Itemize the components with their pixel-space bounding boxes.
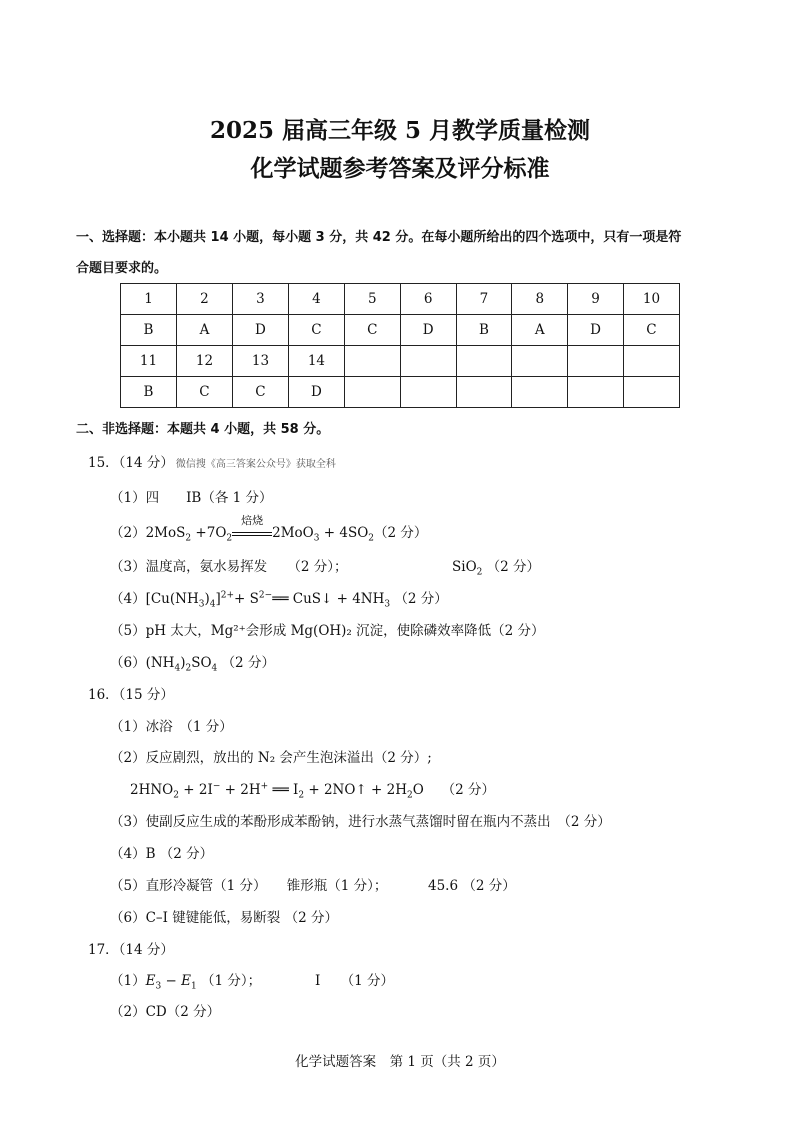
q15-answer-5: （5）pH 太大，Mg²⁺会形成 Mg(OH)₂ 沉淀，使除磷效率降低（2 分） [110,623,545,639]
section1-heading-line1: 一、选择题：本小题共 14 小题，每小题 3 分，共 42 分。在每小题所给出的四个选项中，只有一项是符 [76,230,682,245]
q15-answer-1: （1）四 IB（各 1 分） [110,490,273,506]
table-row-numbers-1 [121,284,680,315]
table-cell: B [121,315,177,346]
q16-answer-5-left: （5）直形冷凝管（1 分） 锥形瓶（1 分）； [110,878,388,894]
q17-answer-2: （2）CD（2 分） [110,1004,221,1020]
table-row-answers-1 [121,315,680,346]
table-cell: D [400,315,456,346]
q15-head: 15．（14 分） [88,455,174,471]
section1-heading-line2: 合题目要求的。 [76,261,168,276]
table-cell: 12 [176,346,232,377]
q17-answer-1-left: $(1)E_3 - E_1$ （1 分）； [110,973,262,992]
table-cell [456,377,512,408]
q16-a2-eq-score: （2 分） [441,782,495,798]
table-cell: 13 [232,346,288,377]
table-cell: C [288,315,344,346]
q17-head: 17．（14 分） [88,942,174,958]
q16-answer-4: （4）B （2 分） [110,846,214,862]
page-title: 2025 届高三年级 5 月教学质量检测 [209,117,591,144]
watermark-text: 微信搜《高三答案公众号》获取全科 [175,459,336,470]
table-cell [512,377,568,408]
table-cell: 5 [344,284,400,315]
table-cell: A [176,315,232,346]
table-cell: 9 [568,284,624,315]
q15-answer-3-right: SiO$_2$ （2 分） [452,559,541,578]
table-cell: C [623,315,679,346]
table-cell: 7 [456,284,512,315]
q16-answer-5-right: 45.6 （2 分） [428,878,516,894]
table-cell: 1 [121,284,177,315]
q16-answer-6: （6）C–I 键键能低，易断裂 （2 分） [110,910,338,926]
table-cell: 10 [623,284,679,315]
table-cell: 6 [400,284,456,315]
table-cell: 4 [288,284,344,315]
table-cell: 8 [512,284,568,315]
table-cell: A [512,315,568,346]
q15-a4-score: （2 分） [394,591,448,607]
table-cell [512,346,568,377]
table-cell: 2 [176,284,232,315]
q16-answer-1: （1）冰浴 （1 分） [110,719,233,735]
table-cell [623,377,679,408]
reaction-condition-arrow [232,514,272,541]
table-cell [400,377,456,408]
q15-a6-score: （2 分） [221,655,275,671]
page-footer: 化学试题答案 第 1 页（共 2 页） [295,1054,505,1070]
table-cell [568,346,624,377]
table-cell: 3 [232,284,288,315]
q15-answer-2: $(2)2MoS_2 +7O_2$ 焙烧 $2MoO_3 + 4SO_2(2$ 分） [110,514,428,544]
table-cell: 14 [288,346,344,377]
q15-a2-prefix: （2）2MoS [110,525,186,541]
q15-answer-3-left: （3）温度高，氨水易挥发 （2 分）； [110,559,348,575]
table-cell [623,346,679,377]
table-cell: C [232,377,288,408]
table-cell: B [121,377,177,408]
q15-a3-score: （2 分） [486,559,541,575]
answer-table [120,283,680,408]
table-cell [456,346,512,377]
page-subtitle: 化学试题参考答案及评分标准 [250,155,550,182]
table-cell: D [288,377,344,408]
q16-head: 16．（15 分） [88,687,174,703]
table-cell: C [176,377,232,408]
q16-answer-3: （3）使副反应生成的苯酚形成苯酚钠，进行水蒸气蒸馏时留在瓶内不蒸出 （2 分） [110,814,611,830]
table-cell [568,377,624,408]
q15-header [88,451,336,471]
table-row-numbers-2 [121,346,680,377]
q17-answer-1-right: I （1 分） [315,973,394,989]
section2-heading: 二、非选择题：本题共 4 小题，共 58 分。 [76,422,330,437]
reaction-condition: 焙烧 [241,514,264,527]
q16-answer-2: （2）反应剧烈，放出的 N₂ 会产生泡沫溢出（2 分）; [110,750,432,766]
table-cell: B [456,315,512,346]
q17-a1-score: （1 分）； [200,973,262,989]
table-cell: 11 [121,346,177,377]
table-cell [344,346,400,377]
table-cell [344,377,400,408]
q15-a2-score: （2 分） [374,525,428,541]
table-cell: C [344,315,400,346]
table-cell: D [568,315,624,346]
q15-answer-6: $(6)(NH_4)_2SO_4$ （2 分） [110,655,275,674]
table-row-answers-2 [121,377,680,408]
q15-answer-4: $(4)[Cu(NH_3)_4]^{2+}+$ $S^{2-}══$ CuS↓ + $4NH_3$ （2 分） [110,590,448,610]
q16-answer-2-equation: $2HNO_2 + 2I^- + 2H^+$ ══ $I_2$ + 2NO↑ + $2H_2O$ （2 分） [130,781,495,801]
table-cell [400,346,456,377]
table-cell: D [232,315,288,346]
